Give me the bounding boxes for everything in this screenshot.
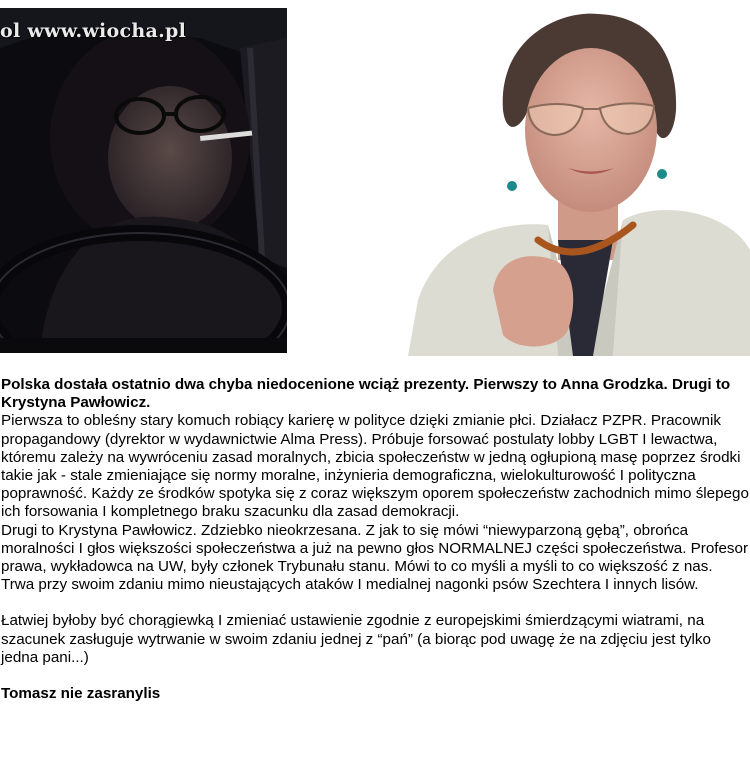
- article-signature: Tomasz nie zasranylis: [1, 685, 161, 703]
- article-body: [1, 376, 749, 703]
- photo-right: [408, 0, 750, 356]
- photo-right-drawing: [408, 0, 750, 356]
- paragraph-gap: [1, 594, 749, 612]
- paragraph-gap: [1, 667, 749, 685]
- photo-left: [0, 8, 287, 353]
- article-paragraph-3: Łatwiej byłoby być chorągiewką I zmieniać ustawienie zgodnie z europejskimi śmierdzącymi wiatrami, na szacunek zasługuje wytrwanie w swoim zdaniu jednej z “pań” (a biorąc pod uwagę że na zdjęciu jest tylko jedna pani...): [1, 612, 711, 666]
- site-watermark: ol www.wiocha.pl: [0, 20, 187, 42]
- article-paragraph-2: Drugi to Krystyna Pawłowicz. Zdziebko nieokrzesana. Z jak to się mówi “niewyparzoną gębą”, obrońca moralności I głos większości społeczeństwa a już na pewno głos NORMALNEJ części społeczeństwa. Profesor prawa, wykładowca na UW, były członek Trybunału stanu. Mówi to co myśli a myśli to co większość z nas. Trwa przy swoim zdaniu mimo nieustających ataków I medialnej nagonki psów Szechtera I innych lisów.: [1, 521, 749, 594]
- article-paragraph-1: Pierwsza to obleśny stary komuch robiący karierę w polityce dzięki zmianie płci. Działacz PZPR. Pracownik propagandowy (dyrektor w wydawnictwie Alma Press). Próbuje forsować postulaty lobby LGBT I lewactwa, któremu zależy na wywróceniu zasad moralnych, zbicia społeczeństw w jedną ogłupioną masę poprzez środki takie jak - stale zmieniające się normy moralne, inżynieria demograficzna, wielokulturowość I polityczna poprawność. Każdy ze środków spotyka się z coraz większym oporem społeczeństw zachodnich mimo ślepego ich forsowania I kompletnego braku szacunku dla zasad demokracji.: [1, 412, 749, 521]
- article-lead: Polska dostała ostatnio dwa chyba niedocenione wciąż prezenty. Pierwszy to Anna Grodzka. Drugi to Krystyna Pawłowicz.: [1, 376, 731, 412]
- photo-left-drawing: [0, 8, 287, 353]
